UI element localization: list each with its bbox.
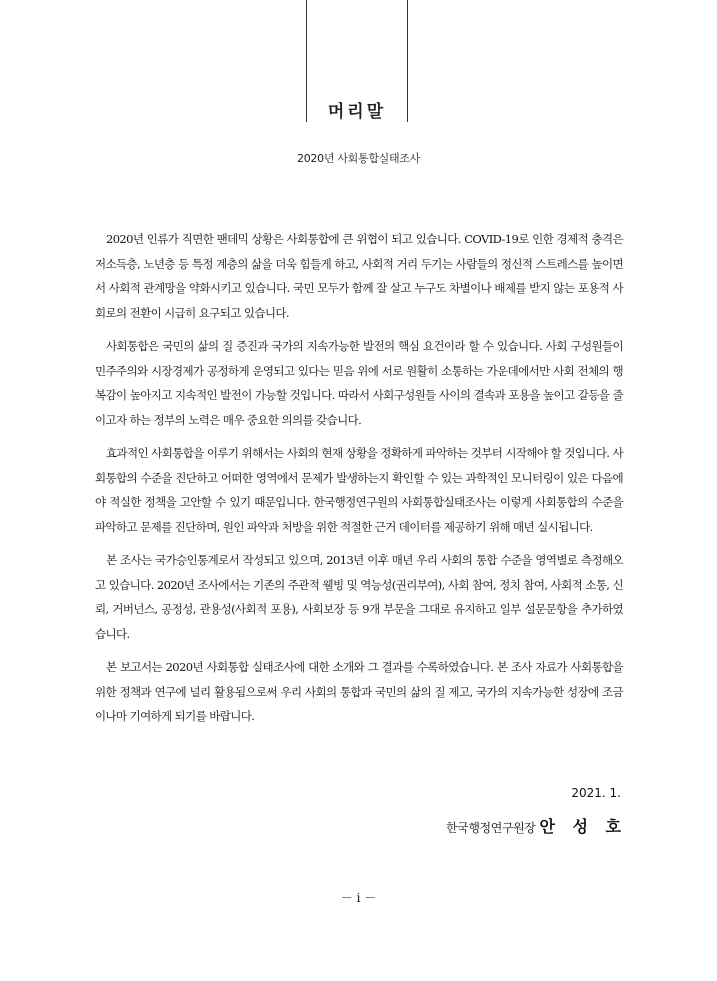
preface-paragraph-1: 2020년 인류가 직면한 팬데믹 상황은 사회통합에 큰 위협이 되고 있습니다. COVID-19로 인한 경제적 충격은 저소득층, 노년층 등 특정 계층의 삶을 더욱 힘들게 하고, 사회적 거리 두기는 사람들의 정신적 스트레스를 높이면서 사회적 관계망을 약화시키고 있습니다. 국민 모두가 함께 잘 살고 누구도 차별이나 배제를 받지 않는 포용적 사회로의 전환이 시급히 요구되고 있습니다. (95, 232, 623, 320)
preface-paragraph-3: 효과적인 사회통합을 이루기 위해서는 사회의 현재 상황을 정확하게 파악하는 것부터 시작해야 할 것입니다. 사회통합의 수준을 진단하고 어떠한 영역에서 문제가 발생하는지 확인할 수 있는 과학적인 모니터링이 있은 다음에야 적실한 정책을 고안할 수 있기 때문입니다. 한국행정연구원의 사회통합실태조사는 이렇게 사회통합의 수준을 파악하고 문제를 진단하며, 원인 파악과 처방을 위한 적절한 근거 데이터를 제공하기 위해 매년 실시됩니다. (95, 446, 623, 534)
preface-paragraph-4: 본 조사는 국가승인통계로서 작성되고 있으며, 2013년 이후 매년 우리 사회의 통합 수준을 영역별로 측정해오고 있습니다. 2020년 조사에서는 기존의 주관적 웰빙 및 역능성(권리부여), 사회 참여, 정치 참여, 사회적 소통, 신뢰, 거버넌스, 공정성, 관용성(사회적 포용), 사회보장 등 9개 부문을 그대로 유지하고 일부 설문문항을 추가하였습니다. (95, 553, 623, 641)
signature-block (445, 814, 627, 837)
report-subtitle: 2020년 사회통합실태조사 (297, 152, 420, 165)
preface-date: 2021. 1. (571, 786, 621, 800)
preface-paragraph-5: 본 보고서는 2020년 사회통합 실태조사에 대한 소개와 그 결과를 수록하였습니다. 본 조사 자료가 사회통합을 위한 정책과 연구에 널리 활용됨으로써 우리 사회의 통합과 국민의 삶의 질 제고, 국가의 지속가능한 성장에 조금이나마 기여하게 되기를 바랍니다. (95, 660, 623, 723)
signature-organization: 한국행정연구원장 (445, 821, 536, 835)
preface-body (95, 227, 623, 738)
preface-paragraph-2: 사회통합은 국민의 삶의 질 증진과 국가의 지속가능한 발전의 핵심 요건이라 할 수 있습니다. 사회 구성원들이 민주주의와 시장경제가 공정하게 운영되고 있다는 믿음 위에 서로 원활히 소통하는 가운데에서만 사회 전체의 행복감이 높아지고 지속적인 발전이 가능할 것입니다. 따라서 사회구성원들 사이의 결속과 포용을 높이고 갈등을 줄이고자 하는 정부의 노력은 매우 중요한 의의를 갖습니다. (95, 339, 623, 427)
page-number: － i － (340, 891, 377, 905)
page-title: 머리말 (327, 102, 387, 122)
signature-name: 안 성 호 (539, 817, 627, 836)
